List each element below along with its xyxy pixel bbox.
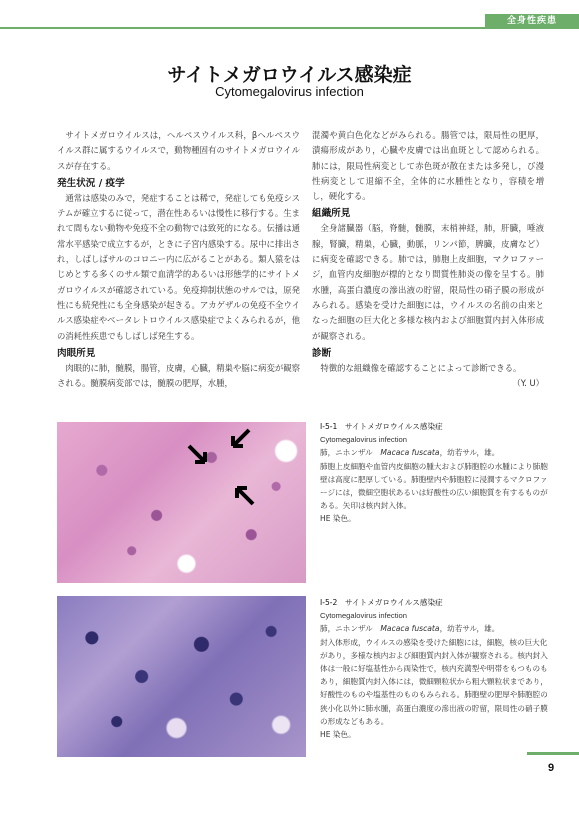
- figure-title: I-5-2 サイトメガロウイルス感染症: [320, 598, 443, 607]
- right-column: [312, 128, 544, 391]
- histology-paragraph: 全身諸臓器（脳，脊髄，髄膜，末梢神経，肺，肝臓，唾液腺，腎臓，精巣，心臓，動脈，リンパ節，脾臓，皮膚など）に病変を確認できる。肺では，肺胞上皮細胞，マクロファージ，血管内皮細胞が標的となり間質性肺炎の像を呈する。肺水腫，高蛋白濃度の滲出液の貯留，限局性の硝子膜の形成がみられる。感染を受けた細胞には，ウイルスの名前の由来となった細胞の巨大化と多様な核内および細胞質内封入体形成が観察される。: [312, 223, 544, 341]
- figure-description: 封入体形成，ウイルスの感染を受けた細胞には，細胞，核の巨大化があり，多様な核内および細胞質内封入体が観察される。核内封入体は一般に好塩基性から両染性で，核内充満型や明帯をもつものもあり，細胞質内封入体には，微細顆粒状から粗大顆粒状まであり，好酸性のものや塩基性のものもみられる。肺胞壁の肥厚や肺胞腔の狭小化以外に肺水腫，高蛋白濃度の滲出液の貯留，限局性の硝子膜の形成などもある。: [320, 637, 548, 726]
- micrograph-he-lung-1: [57, 422, 306, 583]
- section-heading-gross: 肉眼所見: [57, 347, 96, 359]
- page-number: 9: [548, 762, 555, 774]
- arrow-icon: [227, 428, 251, 452]
- section-heading-epidemiology: 発生状況 / 疫学: [57, 177, 125, 189]
- section-label: 全身性疾患: [506, 16, 557, 26]
- header-rule: [0, 27, 485, 29]
- gross-paragraph: 肉眼的に肺，髄膜，腸管，皮膚，心臓，精巣や脳に病変が観察される。髄膜病変部では，髄膜の肥厚，水腫，: [57, 362, 300, 389]
- figure-specimen: 肺，ニホンザル Macaca fuscata，幼若サル，雄。: [320, 624, 500, 634]
- arrow-icon: [187, 444, 211, 468]
- figure-description: 肺胞上皮細胞や血管内皮細胞の腫大および肺胞腔の水腫により肺胞壁は高度に肥厚している。肺胞壁内や肺胞腔に浸潤するマクロファージには，微細空胞状あるいは好酸性の広い細胞質を有するものがある。矢印は核内封入体。: [320, 461, 548, 511]
- author-initials: （Y. U）: [512, 378, 544, 389]
- micrograph-he-lung-2: [57, 596, 306, 757]
- diagnosis-paragraph: 特徴的な組織像を確認することによって診断できる。: [320, 362, 522, 373]
- gross-paragraph-continued: 混濁や黄白色化などがみられる。腸管では，限局性の肥厚，潰瘍形成があり，心臓や皮膚では出血斑として認められる。肺には，限局性病変として赤色斑が散在または多発し，び漫性病変として退縮不全，全体的に水腫性となり，容積を増し，硬化する。: [312, 130, 544, 202]
- arrow-icon: [231, 482, 255, 506]
- figure-specimen: 肺，ニホンザル Macaca fuscata，幼若サル，雄。: [320, 448, 500, 458]
- left-column: [57, 128, 300, 391]
- footer-rule: [527, 752, 579, 755]
- figure-caption-2: [320, 596, 552, 741]
- figure-title-en: Cytomegalovirus infection: [320, 611, 407, 621]
- figure-caption-1: [320, 420, 552, 526]
- section-heading-histology: 組織所見: [312, 208, 351, 220]
- figure-stain: HE 染色。: [320, 730, 356, 740]
- section-heading-diagnosis: 診断: [312, 347, 332, 359]
- page-subtitle: Cytomegalovirus infection: [215, 84, 364, 99]
- figure-title-en: Cytomegalovirus infection: [320, 435, 407, 445]
- intro-paragraph: サイトメガロウイルスは，ヘルペスウイルス科，βヘルペスウイルス群に属するウイルスで，動物種固有のサイトメガロウイルスが存在する。: [57, 130, 300, 171]
- epidemiology-paragraph: 通常は感染のみで，発症することは稀で，発症しても免疫システムが確立するに従って，潜在性あるいは慢性に移行する。生まれて間もない動物や免疫不全の動物では致死的になる。伝播は通常水平感染で成立するが，ときに子宮内感染する。尿中に排出され，しばしばサルのコロニー内に広がることがある。類人猿をはじめとする多くのサル類で血清学的あるいは形態学的にサイトメガロウイルスが確認されている。免疫抑制状態のサルでは，原発性にも続発性にも全身感染が起きる。アカゲザルの免疫不全ウイルス感染症やベータレトロウイルス感染症でよくみられるが，他の消耗性疾患でもしばしば発生する。: [57, 192, 300, 341]
- page-title: サイトメガロウイルス感染症: [167, 64, 412, 86]
- figure-title: I-5-1 サイトメガロウイルス感染症: [320, 422, 443, 431]
- figure-stain: HE 染色。: [320, 514, 356, 524]
